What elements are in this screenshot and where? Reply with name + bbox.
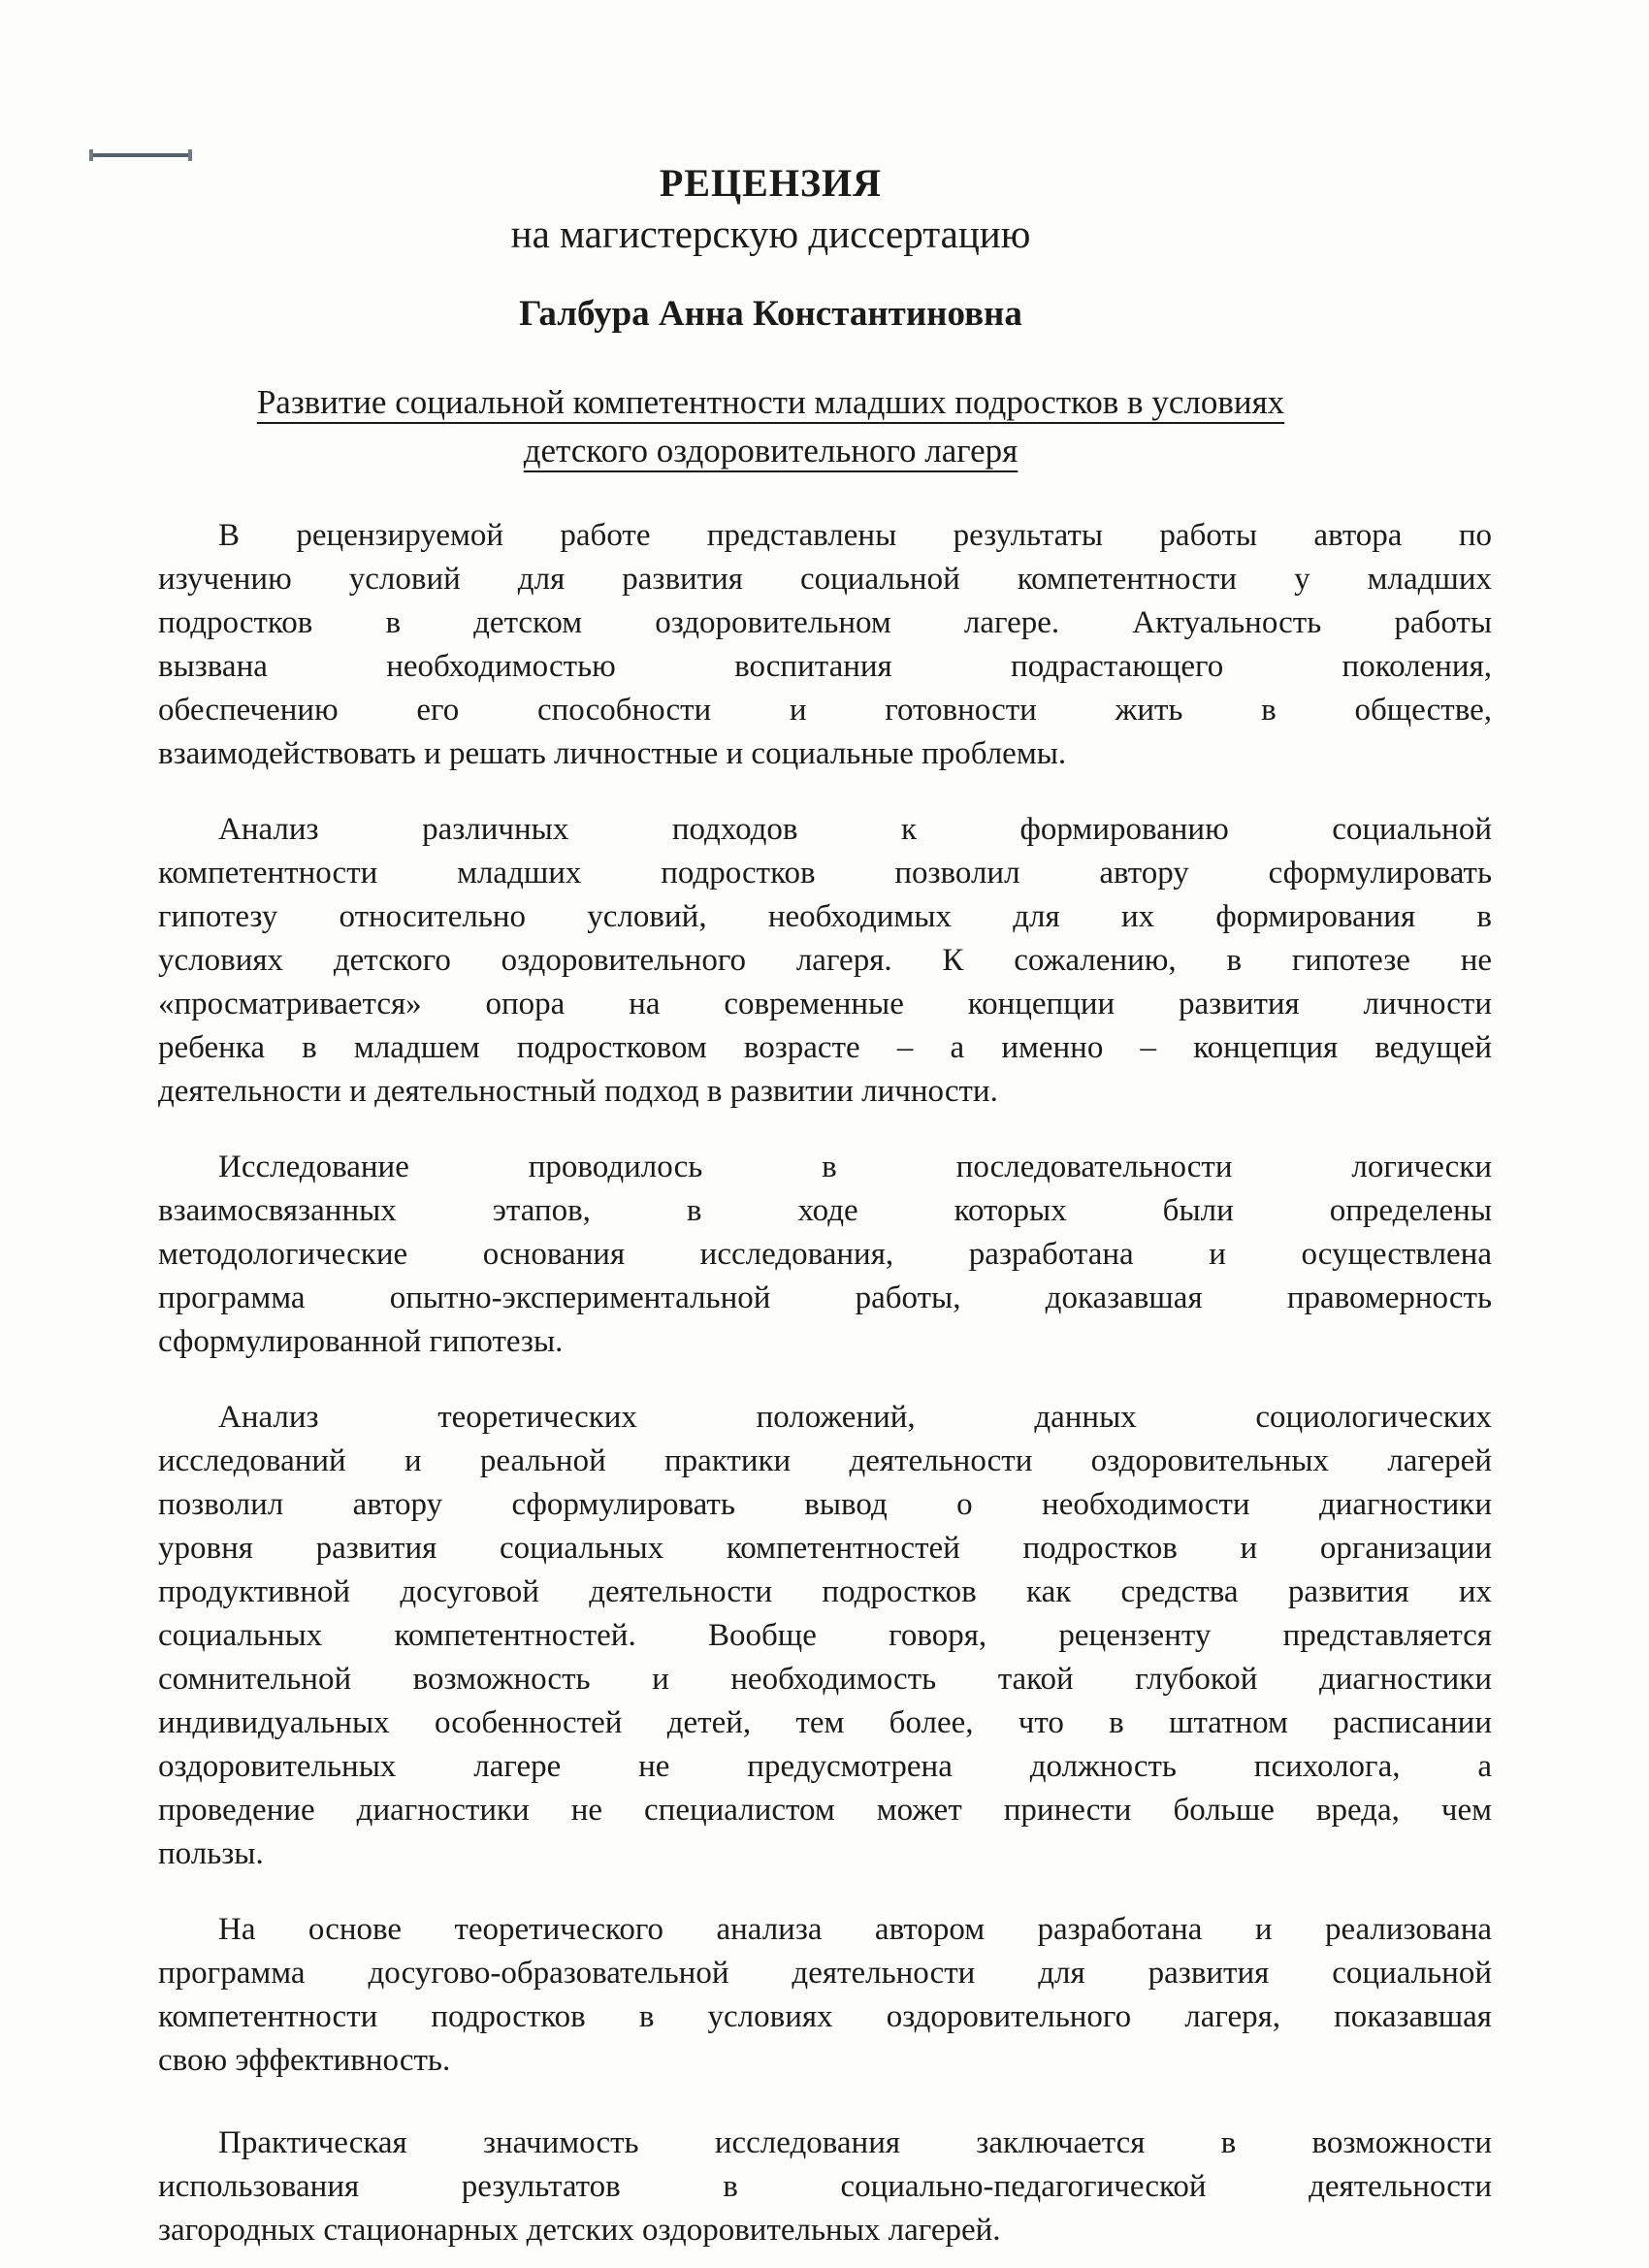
scan-artifact-mark: [92, 153, 189, 157]
text-line: уровня развития социальных компетентностей подростков и организации: [158, 1531, 1492, 1566]
thesis-title: [158, 378, 1383, 475]
text-line: пользы.: [158, 1836, 264, 1871]
text-line: социальных компетентностей. Вообще говоря, рецензенту представляется: [158, 1618, 1492, 1653]
document-heading: [158, 163, 1383, 475]
text-line: В рецензируемой работе представлены результаты работы автора по: [218, 518, 1492, 553]
text-line: Анализ различных подходов к формированию социальной: [218, 812, 1492, 847]
thesis-title-text: детского оздоровительного лагеря: [523, 432, 1018, 470]
text-line: компетентности подростков в условиях оздоровительного лагеря, показавшая: [158, 1999, 1492, 2034]
thesis-title-text: Развитие социальной компетентности младших подростков в условиях: [256, 383, 1285, 421]
thesis-title-line: [158, 378, 1383, 427]
text-line: Анализ теоретических положений, данных социологических: [218, 1400, 1492, 1435]
text-line: компетентности младших подростков позволил автору сформулировать: [158, 856, 1492, 891]
document-body: [158, 514, 1492, 2252]
document-subtitle: на магистерскую диссертацию: [510, 211, 1031, 256]
text-line: деятельности и деятельностный подход в развитии личности.: [158, 1074, 998, 1109]
text-line: позволил автору сформулировать вывод о необходимости диагностики: [158, 1487, 1492, 1522]
text-line: сомнительной возможность и необходимость такой глубокой диагностики: [158, 1662, 1492, 1697]
text-line: подростков в детском оздоровительном лагере. Актуальность работы: [158, 605, 1492, 640]
text-line: изучению условий для развития социальной компетентности у младших: [158, 562, 1492, 597]
document-title: РЕЦЕНЗИЯ: [659, 161, 883, 205]
text-line: ребенка в младшем подростковом возрасте – а именно – концепция ведущей: [158, 1030, 1492, 1065]
text-line: индивидуальных особенностей детей, тем более, что в штатном расписании: [158, 1705, 1492, 1740]
document-content: [158, 163, 1492, 2268]
text-line: «просматривается» опора на современные концепции развития личности: [158, 987, 1492, 1021]
text-line: загородных стационарных детских оздоровительных лагерей.: [158, 2213, 1001, 2248]
text-line: проведение диагностики не специалистом может принести больше вреда, чем: [158, 1793, 1492, 1828]
text-line: условиях детского оздоровительного лагеря. К сожалению, в гипотезе не: [158, 943, 1492, 978]
text-line: обеспечению его способности и готовности жить в обществе,: [158, 693, 1492, 728]
text-line: взаимосвязанных этапов, в ходе которых были определены: [158, 1193, 1492, 1228]
text-line: взаимодействовать и решать личностные и социальные проблемы.: [158, 736, 1067, 771]
text-line: Практическая значимость исследования заключается в возможности: [218, 2125, 1492, 2160]
text-line: методологические основания исследования, разработана и осуществлена: [158, 1237, 1492, 1272]
author-name: Галбура Анна Константиновна: [519, 294, 1022, 334]
text-line: На основе теоретического анализа автором разработана и реализована: [218, 1912, 1492, 1947]
text-line: исследований и реальной практики деятельности оздоровительных лагерей: [158, 1443, 1492, 1478]
text-line: использования результатов в социально-педагогической деятельности: [158, 2169, 1492, 2204]
text-line: продуктивной досуговой деятельности подростков как средства развития их: [158, 1574, 1492, 1609]
text-line: Исследование проводилось в последовательности логически: [218, 1150, 1492, 1184]
thesis-title-line: [158, 427, 1383, 475]
text-line: свою эффективность.: [158, 2043, 451, 2078]
text-line: программа опытно-экспериментальной работы, доказавшая правомерность: [158, 1280, 1492, 1315]
text-line: вызвана необходимостью воспитания подрастающего поколения,: [158, 649, 1492, 684]
text-line: программа досугово-образовательной деятельности для развития социальной: [158, 1956, 1492, 1991]
text-line: оздоровительных лагере не предусмотрена должность психолога, а: [158, 1749, 1492, 1784]
text-line: гипотезу относительно условий, необходимых для их формирования в: [158, 899, 1492, 934]
text-line: сформулированной гипотезы.: [158, 1324, 564, 1359]
